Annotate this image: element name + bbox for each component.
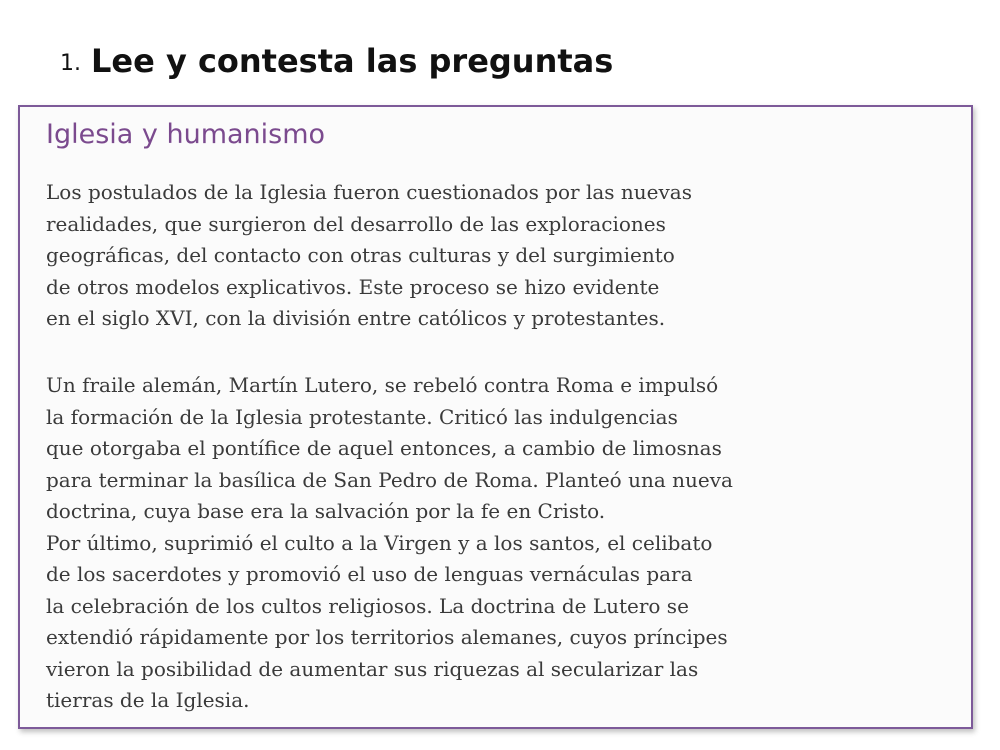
paragraph-1 bbox=[46, 177, 692, 335]
paragraph-line: la celebración de los cultos religiosos. La doctrina de Lutero se bbox=[46, 593, 689, 618]
title-text: Lee y contesta las preguntas bbox=[91, 42, 614, 80]
paragraph-line: de otros modelos explicativos. Este proceso se hizo evidente bbox=[46, 274, 660, 299]
paragraph-line: vieron la posibilidad de aumentar sus riquezas al secularizar las bbox=[46, 656, 699, 681]
paragraph-line: Por último, suprimió el culto a la Virgen y a los santos, el celibato bbox=[46, 530, 713, 555]
reading-heading: Iglesia y humanismo bbox=[46, 119, 326, 150]
paragraph-line: Los postulados de la Iglesia fueron cuestionados por las nuevas bbox=[46, 180, 692, 204]
paragraph-line: geográficas, del contacto con otras culturas y del surgimiento bbox=[46, 243, 675, 267]
paragraph-line: doctrina, cuya base era la salvación por la fe en Cristo. bbox=[46, 499, 606, 523]
paragraph-line: que otorgaba el pontífice de aquel entonces, a cambio de limosnas bbox=[46, 436, 722, 460]
reading-box bbox=[18, 105, 973, 729]
slide-title bbox=[60, 42, 613, 80]
paragraph-line: tierras de la Iglesia. bbox=[46, 688, 250, 712]
paragraph-2 bbox=[46, 370, 733, 717]
question-number: 1. bbox=[60, 51, 81, 76]
paragraph-line: realidades, que surgieron del desarrollo de las exploraciones bbox=[46, 211, 666, 236]
paragraph-line: la formación de la Iglesia protestante. Criticó las indulgencias bbox=[46, 404, 678, 429]
paragraph-line: Un fraile alemán, Martín Lutero, se rebeló contra Roma e impulsó bbox=[46, 373, 719, 397]
paragraph-line: de los sacerdotes y promovió el uso de lenguas vernáculas para bbox=[46, 562, 693, 586]
paragraph-line: para terminar la basílica de San Pedro de Roma. Planteó una nueva bbox=[46, 467, 733, 492]
paragraph-line: extendió rápidamente por los territorios alemanes, cuyos príncipes bbox=[46, 625, 728, 649]
paragraph-line: en el siglo XVI, con la división entre católicos y protestantes. bbox=[46, 306, 666, 330]
